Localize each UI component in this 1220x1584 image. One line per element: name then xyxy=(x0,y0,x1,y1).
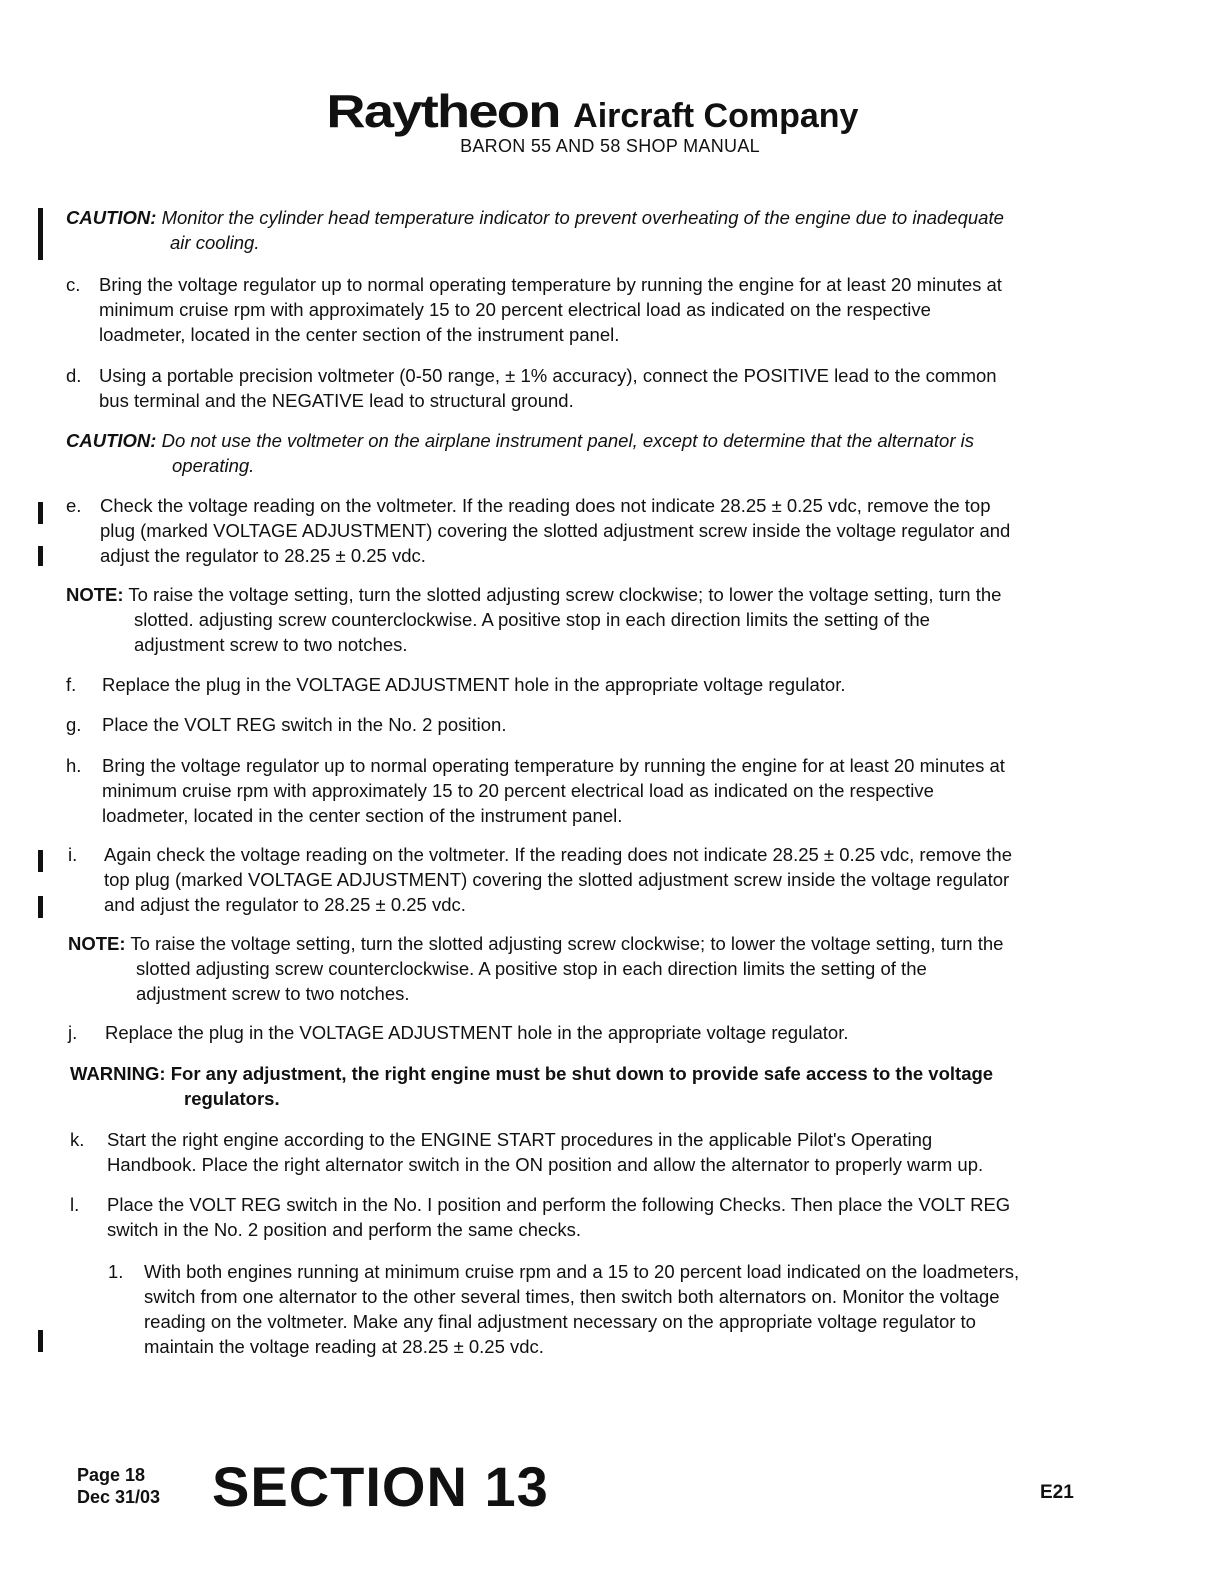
step-letter: g. xyxy=(66,714,82,735)
note-2 xyxy=(68,931,1078,1006)
step-i xyxy=(66,842,1086,917)
note-text-cont: slotted adjusting screw counterclockwise. A positive stop in each direction limits the setting of the xyxy=(136,958,927,979)
footer-page-info xyxy=(77,1464,160,1508)
step-d xyxy=(66,363,1086,413)
manual-title: BARON 55 AND 58 SHOP MANUAL xyxy=(460,136,760,156)
step-e xyxy=(66,493,1086,568)
step-line: Place the VOLT REG switch in the No. I position and perform the following Checks. Then place the VOLT REG xyxy=(107,1194,1011,1215)
caution-2 xyxy=(66,428,1086,478)
caution-text: Monitor the cylinder head temperature indicator to prevent overheating of the engine due to inadequate xyxy=(161,207,1004,228)
note-text: To raise the voltage setting, turn the slotted adjusting screw clockwise; to lower the voltage setting, turn the xyxy=(128,584,1002,605)
note-text-cont: adjustment screw to two notches. xyxy=(134,634,408,655)
step-c xyxy=(66,272,1086,347)
note-label: NOTE: xyxy=(68,933,126,954)
caution-text-cont: air cooling. xyxy=(170,232,260,253)
note-text-cont: adjustment screw to two notches. xyxy=(136,983,410,1004)
substep-1 xyxy=(108,1259,1088,1359)
step-f xyxy=(66,672,1086,697)
page-date: Dec 31/03 xyxy=(77,1487,161,1507)
step-line: top plug (marked VOLTAGE ADJUSTMENT) covering the slotted adjustment screw inside the voltage regulator xyxy=(104,869,1010,890)
caution-label: CAUTION: xyxy=(66,207,157,228)
change-bar xyxy=(38,502,43,524)
step-line: and adjust the regulator to 28.25 ± 0.25 vdc. xyxy=(104,894,466,915)
step-line: minimum cruise rpm with approximately 15 to 20 percent electrical load as indicated on the respective xyxy=(102,780,934,801)
step-line: Bring the voltage regulator up to normal operating temperature by running the engine for at least 20 minutes at xyxy=(102,755,1005,776)
note-text-cont: slotted. adjusting screw counterclockwise. A positive stop in each direction limits the setting of the xyxy=(134,609,930,630)
step-letter: i. xyxy=(68,844,78,865)
caution-text: Do not use the voltmeter on the airplane instrument panel, except to determine that the alternator is xyxy=(161,430,974,451)
caution-1 xyxy=(66,205,1086,255)
step-line: adjust the regulator to 28.25 ± 0.25 vdc. xyxy=(100,545,426,566)
step-line: minimum cruise rpm with approximately 15 to 20 percent electrical load as indicated on the respective xyxy=(99,299,931,320)
step-line: Start the right engine according to the ENGINE START procedures in the applicable Pilot's Operating xyxy=(107,1129,933,1150)
company-name: Aircraft Company xyxy=(573,97,859,135)
step-line: Bring the voltage regulator up to normal operating temperature by running the engine for at least 20 minutes at xyxy=(99,274,1002,295)
caution-text-cont: operating. xyxy=(172,455,255,476)
step-line: With both engines running at minimum cruise rpm and a 15 to 20 percent load indicated on the loadmeters, xyxy=(144,1261,1020,1282)
step-j xyxy=(68,1020,1088,1045)
step-letter: h. xyxy=(66,755,82,776)
warning xyxy=(70,1061,1090,1111)
page-number: Page 18 xyxy=(77,1465,146,1485)
change-bar xyxy=(38,850,43,872)
page-code: E21 xyxy=(1040,1482,1074,1503)
header-title xyxy=(0,84,1220,138)
note-1 xyxy=(66,582,1076,657)
step-g xyxy=(66,712,1086,737)
brand-logo: Raytheon xyxy=(325,85,560,137)
step-letter: k. xyxy=(70,1129,85,1150)
step-letter: l. xyxy=(70,1194,80,1215)
step-line: bus terminal and the NEGATIVE lead to structural ground. xyxy=(99,390,574,411)
step-line: plug (marked VOLTAGE ADJUSTMENT) covering the slotted adjustment screw inside the voltage regulator and xyxy=(100,520,1011,541)
step-line: loadmeter, located in the center section of the instrument panel. xyxy=(99,324,620,345)
note-text: To raise the voltage setting, turn the slotted adjusting screw clockwise; to lower the voltage setting, turn the xyxy=(130,933,1004,954)
change-bar xyxy=(38,1330,43,1352)
step-line: Replace the plug in the VOLTAGE ADJUSTMENT hole in the appropriate voltage regulator. xyxy=(102,674,846,695)
step-letter: e. xyxy=(66,495,82,516)
step-line: switch from one alternator to the other several times, then switch both alternators on. Monitor the voltage xyxy=(144,1286,1000,1307)
change-bar xyxy=(38,208,43,260)
warning-text-cont: regulators. xyxy=(184,1088,280,1109)
caution-label: CAUTION: xyxy=(66,430,157,451)
step-letter: 1. xyxy=(108,1261,124,1282)
step-line: Replace the plug in the VOLTAGE ADJUSTMENT hole in the appropriate voltage regulator. xyxy=(105,1022,849,1043)
note-label: NOTE: xyxy=(66,584,124,605)
change-bar xyxy=(38,896,43,918)
step-k xyxy=(70,1127,1090,1177)
step-line: Again check the voltage reading on the voltmeter. If the reading does not indicate 28.25 ± 0.25 vdc, remove the xyxy=(104,844,1012,865)
step-line: maintain the voltage reading at 28.25 ± 0.25 vdc. xyxy=(144,1336,544,1357)
step-line: Place the VOLT REG switch in the No. 2 position. xyxy=(102,714,507,735)
section-title: SECTION 13 xyxy=(212,1455,549,1518)
step-letter: c. xyxy=(66,274,81,295)
step-letter: d. xyxy=(66,365,82,386)
step-line: switch in the No. 2 position and perform the same checks. xyxy=(107,1219,582,1240)
change-bar xyxy=(38,546,43,566)
warning-label: WARNING: xyxy=(70,1063,166,1084)
step-letter: j. xyxy=(68,1022,78,1043)
warning-text: For any adjustment, the right engine must be shut down to provide safe access to the voltage xyxy=(170,1063,994,1084)
step-line: loadmeter, located in the center section of the instrument panel. xyxy=(102,805,623,826)
step-l xyxy=(70,1192,1090,1242)
step-letter: f. xyxy=(66,674,77,695)
step-line: Handbook. Place the right alternator switch in the ON position and allow the alternator to properly warm up. xyxy=(107,1154,984,1175)
step-h xyxy=(66,753,1086,828)
step-line: Check the voltage reading on the voltmeter. If the reading does not indicate 28.25 ± 0.25 vdc, remove the top xyxy=(100,495,991,516)
step-line: Using a portable precision voltmeter (0-50 range, ± 1% accuracy), connect the POSITIVE lead to the common xyxy=(99,365,997,386)
step-line: reading on the voltmeter. Make any final adjustment necessary on the appropriate voltage regulator to xyxy=(144,1311,976,1332)
